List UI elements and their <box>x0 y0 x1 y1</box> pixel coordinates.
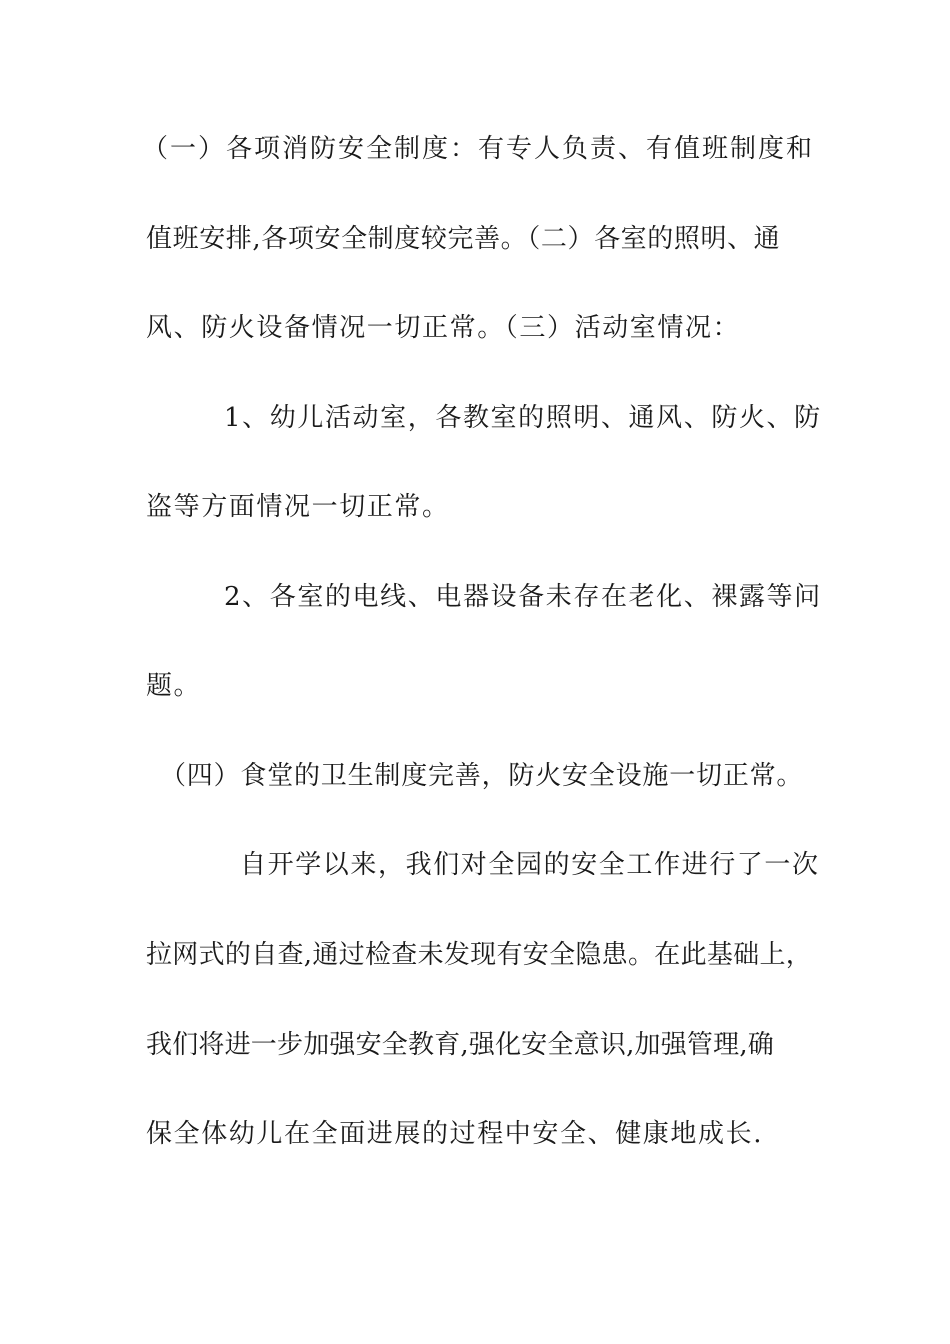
paragraph-line: 1、幼儿活动室，各教室的照明、通风、防火、防 <box>224 403 822 433</box>
paragraph-line: 盗等方面情况一切正常。 <box>146 492 450 522</box>
paragraph-line: 值班安排,各项安全制度较完善。（二）各室的照明、通 <box>146 224 781 254</box>
paragraph-line: 自开学以来，我们对全园的安全工作进行了一次 <box>240 850 820 880</box>
paragraph-line: （四）食堂的卫生制度完善，防火安全设施一切正常。 <box>160 761 804 791</box>
paragraph-line: 拉网式的自查,通过检查未发现有安全隐患。在此基础上， <box>146 940 813 970</box>
paragraph-line: 保全体幼儿在全面进展的过程中安全、健康地成长. <box>146 1119 764 1149</box>
paragraph-line: 2、各室的电线、电器设备未存在老化、裸露等问 <box>224 582 822 612</box>
paragraph-line: 我们将进一步加强安全教育,强化安全意识,加强管理,确 <box>146 1030 774 1060</box>
paragraph-line: （一）各项消防安全制度：有专人负责、有值班制度和 <box>142 134 815 164</box>
paragraph-line: 题。 <box>146 671 202 701</box>
paragraph-line: 风、防火设备情况一切正常。（三）活动室情况： <box>146 313 741 343</box>
